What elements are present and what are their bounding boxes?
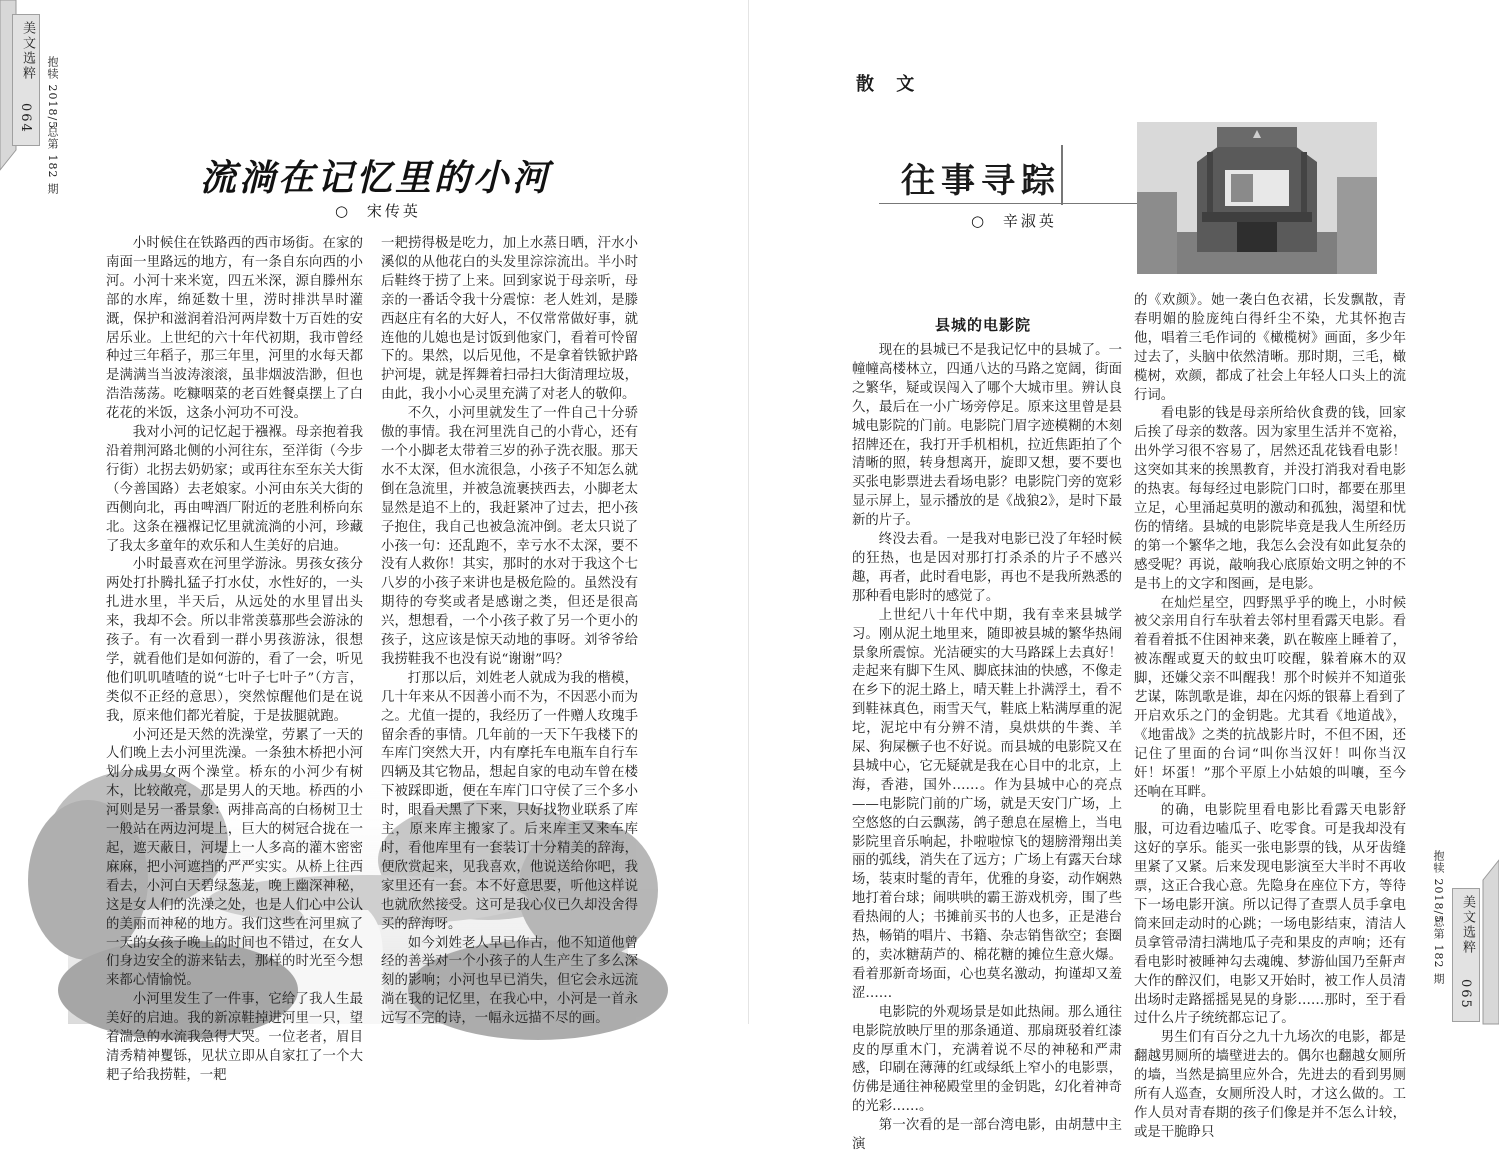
left-byline xyxy=(335,200,421,221)
right-page-number: 065 xyxy=(1458,979,1473,1010)
paragraph: 在灿烂星空，四野黑乎乎的晚上，小时候被父亲用自行车驮着去邻村里看露天电影。看着看着抵不住困神来袭，趴在鞍座上睡着了，被冻醒或夏天的蚊虫叮咬醒，躲着麻木的双脚，还嫌父亲不叫醒我！那个时候并不知道张艺谋，陈凯歌是谁，却在闪烁的银幕上看到了开启欢乐之门的金钥匙。尤其看《地道战》，《地雷战》之类的抗战影片时，不但不困，还记住了里面的台词“叫你当汉奸！叫你当汉奸！坏蛋！”那个平原上小姑娘的叫嚷，至今还响在耳畔。 xyxy=(1134,595,1406,800)
left-tab-label: 美文选粹 xyxy=(20,21,35,81)
paragraph: 打那以后，刘姓老人就成为我的楷模，几十年来从不因善小而不为，不因恶小而为之。尤值一提的，我经历了一件赠人玫瑰手留余香的事情。几年前的一天下午我楼下的车库门突然大开，内有摩托车电瓶车自行车四辆及其它物品，想起自家的电动车曾在楼下被踩即逝，便在车库门口守侯了三个多小时，眼看天黑了下来，只好找物业联系了库主，原来库主搬家了。后来库主又来车库时，看他库里有一套装订十分精美的辞海，便欣赏起来，见我喜欢，他说送给你吧，我家里还有一套。本不好意思要，听他这样说也就欣然接受。这可是我心仪已久却没舍得买的辞海呀。 xyxy=(381,670,638,932)
left-column-1 xyxy=(106,235,363,1086)
left-column-2 xyxy=(381,235,638,1029)
paragraph: 男生们有百分之九十九场次的电影，都是翻越男厕所的墙壁进去的。偶尔也翻越女厕所的墙，当然是搞里应外合，先进去的看到男厕所有人巡查，女厕所没人时，才这么做的。工作人员对青春期的孩子们像是并不怎么计较，或是干脆睁只 xyxy=(1134,1030,1406,1140)
right-column-2 xyxy=(1134,292,1406,1143)
left-page xyxy=(0,0,749,1083)
paragraph: 小河里发生了一件事，它给了我人生最美好的启迪。我的新凉鞋掉进河里一只，望着湍急的水流我急得大哭。一位老者，眉目清秀精神矍铄，见状立即从自家扛了一个大耙子给我捞鞋，一耙 xyxy=(106,992,363,1083)
paragraph: 的《欢颜》。她一袭白色衣裙，长发飘散，青春明媚的脸庞纯白得纤尘不染，尤其怀抱吉他，唱着三毛作词的《橄榄树》画面，多少年过去了，头脑中依然清晰。那时期，三毛，橄榄树，欢颜，都成了社会上年轻人口头上的流行词。 xyxy=(1134,293,1406,403)
right-byline xyxy=(971,210,1057,231)
paragraph: 如今刘姓老人早已作古，他不知道他曾经的善举对一个小孩子的人生产生了多么深刻的影响；小河也早已消失，但它会永远流淌在我的记忆里，在我心中，小河是一首永远写不完的诗，一幅永远描不尽的画。 xyxy=(381,935,638,1027)
right-author: 辛淑英 xyxy=(1002,212,1057,230)
right-page xyxy=(749,0,1499,1153)
byline-circle-mark: ○ xyxy=(335,202,352,220)
left-author: 宋传英 xyxy=(366,202,421,220)
paragraph: 看电影的钱是母亲所给伙食费的钱，回家后挨了母亲的数落。因为家里生活并不宽裕，出外学习很不容易了，居然还乱花钱看电影！这突如其来的挨黑教育，并没打消我对看电影的热衷。每每经过电影院门口时，都要在那里立足，心里涌起莫明的激动和孤独，渴望和忧伤的情绪。县城的电影院毕竟是我人生所经历的第一个繁华之地，我怎么会没有如此复杂的感受呢？再说，敲响我心底原始文明之钟的不是书上的文字和图画，是电影。 xyxy=(1134,406,1406,592)
paragraph: 小时候住在铁路西的西市场街。在家的南面一里路远的地方，有一条自东向西的小河。小河十来米宽，四五米深，源自滕州东部的水库，绵延数十里，涝时排洪旱时灌溉，保护和滋润着沿河两岸数十万百姓的安居乐业。上世纪的六十年代初期，我市曾经种过三年稻子，那三年里，河里的水每天都是满满当当波涛滚滚，虽非烟波浩渺，但也浩浩荡荡。吃糠咽菜的老百姓餐桌摆上了白花花的米饭，这条小河功不可没。 xyxy=(106,236,363,422)
paragraph: 第一次看的是一部台湾电影，由胡慧中主演 xyxy=(852,1118,1122,1153)
right-issue-total: 总第 182 期 xyxy=(1432,916,1445,985)
left-section-tab xyxy=(12,14,40,146)
left-magazine-name: 抱犊 2018/5 xyxy=(46,56,59,130)
cinema-building-photo-icon xyxy=(1137,122,1377,274)
paragraph: 上世纪八十年代中期，我有幸来县城学习。刚从泥土地里来，随即被县城的繁华热闹景象所震惊。光洁硬实的大马路踩上去真好！走起来有脚下生风、脚底抹油的快感，不像走在乡下的泥土路上，晴天鞋上扑满浮土，看不到鞋袜真色，雨雪天气，鞋底上粘满厚重的泥坨，泥坨中有分辨不清，臭烘烘的牛粪、羊屎、狗屎橛子也不好说。而县城的电影院又在县城中心，它无疑就是我在心目中的北京，上海，香港，国外……。作为县城中心的亮点——电影院门前的广场，就是天安门广场，上空悠悠的白云飘荡，鸽子憩息在屋檐上，当电影院里音乐响起，扑啦啦惊飞的翅膀滑翔出美丽的弧线，消失在了远方；广场上有露天台球场，装束时髦的青年，优雅的身姿，动作娴熟地打着台球；闹哄哄的霸王游戏机旁，围了些看热闹的人；书摊前买书的人也多，正是港台热，畅销的唱片、书籍、杂志销售欲空；套圈的，卖冰糖葫芦的、棉花糖的摊位生意火爆。看着那新奇场面，心也莫名激动，拘谨却又羞涩…… xyxy=(852,607,1122,1001)
right-column-1 xyxy=(852,342,1122,1155)
section-label: 散 文 xyxy=(856,74,923,95)
paragraph: 小时最喜欢在河里学游泳。男孩女孩分两处打扑腾扎猛子打水仗，水性好的，一头扎进水里，半天后，从远处的水里冒出头来，我却不会。所以非常羡慕那些会游泳的孩子。有一次看到一群小男孩游泳，很想学，就看他们是如何游的，看了一会，听见他们叽叽喳喳的说“七叶子七叶子”（方言，类似不正经的意思），突然惊醒他们是在说我，原来他们都光着腚，于是拔腿就跑。 xyxy=(106,557,363,724)
article-title-left: 流淌在记忆里的小河 xyxy=(200,157,552,199)
title-vertical-rule xyxy=(1061,145,1063,205)
subheading: 县城的电影院 xyxy=(935,316,1032,334)
paragraph: 终没去看。一是我对电影已没了年轻时候的狂热，也是因对那打打杀杀的片子不感兴趣，再者，此时看电影，再也不是我所熟悉的那种看电影时的感觉了。 xyxy=(852,532,1122,604)
right-tab-label: 美文选粹 xyxy=(1460,895,1475,955)
right-magazine-name: 抱犊 2018/5 xyxy=(1432,850,1445,924)
article-title-right: 往事寻踪 xyxy=(901,161,1061,201)
right-section-tab xyxy=(1452,888,1480,1022)
left-page-number: 064 xyxy=(18,103,33,134)
paragraph: 小河还是天然的洗澡堂，劳累了一天的人们晚上去小河里洗澡。一条独木桥把小河划分成男女两个澡堂。桥东的小河少有树木，比较敞亮，那是男人的天地。桥西的小河则是另一番景象：两排高高的白杨树卫士一般站在两边河堤上，巨大的树冠合拢在一起，遮天蔽日，河堤上一人多高的灌木密密麻麻，把小河遮挡的严严实实。从桥上往西看去，小河白天碧绿葱茏，晚上幽深神秘，这是女人们的洗澡之处，也是人们心中公认的美丽而神秘的地方。我们这些在河里疯了一天的女孩子晚上的时间也不错过，在女人们身边安全的游来钻去，那样的时光至今想来都心情愉悦。 xyxy=(106,727,363,989)
paragraph: 的确，电影院里看电影比看露天电影舒服，可边看边嗑瓜子、吃零食。可是我却没有这好的享乐。能买一张电影票的钱，从牙齿缝里紧了又紧。后来发现电影演至大半时不再收票，这正合我心意。先隐身在座位下方，等待下一场电影开演。所以记得了查票人员手拿电筒来回走动时的心跳；一场电影结束，清洁人员拿管帚清扫满地瓜子壳和果皮的声响；还有看电影时被睡神勾去魂魄、梦游仙国乃至鼾声大作的醉汉们，电影又开始时，被工作人员清出场时走路摇摇晃晃的身影……那时，至于看过什么片子统统都忘记了。 xyxy=(1134,803,1406,1027)
byline-circle-mark: ○ xyxy=(971,212,988,230)
title-horizontal-rule xyxy=(879,203,1139,204)
paragraph: 现在的县城已不是我记忆中的县城了。一幢幢高楼林立，四通八达的马路之宽阔，街面之繁华，疑或误闯入了哪个大城市里。辨认良久，最后在一小广场旁停足。原来这里曾是县城电影院的门前。电影院门眉字迹模糊的木刻招牌还在，我打开手机相机，拉近焦距拍了个清晰的照，转身想离开，旋即又想，要不要也买张电影票进去看场电影？电影院门旁的宽彩显示屏上，显示播放的是《战狼2》，是时下最新的片子。 xyxy=(852,343,1122,529)
paragraph: 电影院的外观场景是如此热闹。那么通往电影院放映厅里的那条通道、那扇斑驳着红漆皮的厚重木门，充满着说不尽的神秘和严肃感，印刷在薄薄的红或绿纸上窄小的电影票，仿佛是通往神秘殿堂里的金钥匙，幻化着神奇的光彩……。 xyxy=(852,1004,1122,1115)
paragraph: 我对小河的记忆起于襁褓。母亲抱着我沿着荆河路北侧的小河往东，至洋街（今步行街）北拐去奶奶家；或再往东至东关大街（今善国路）去老娘家。小河由东关大街的西侧向北，再由啤酒厂附近的老胜利桥向东北。这条在襁褓记忆里就流淌的小河，珍藏了我太多童年的欢乐和人生美好的启迪。 xyxy=(106,425,363,554)
paragraph: 一耙捞得极是吃力，加上水蒸日晒，汗水小溪似的从他花白的头发里淙淙流出。半小时后鞋终于捞了上来。回到家说于母亲听，母亲的一番话令我十分震惊：老人姓刘，是滕西赵庄有名的大好人，不仅常常做好事，就连他的儿媳也是讨饭到他家门，看着可怜留下的。果然，以后见他，不是拿着铁锨护路护河堤，就是挥舞着扫帚扫大街清理垃圾，由此，我小小心灵里充满了对老人的敬仰。 xyxy=(381,236,638,403)
paragraph: 不久，小河里就发生了一件自己十分骄傲的事情。我在河里洗自己的小背心，还有一个小脚老太带着三岁的孙子洗衣服。那天水不太深，但水流很急，小孩子不知怎么就倒在急流里，并被急流裹挟西去，小脚老太显然是追不上的，我赶紧冲了过去，把小孩子抱住，我自己也被急流冲倒。老太只说了小孩一句：还乱跑不，幸亏水不太深，要不没有人救你！其实，那时的水对于我这个七八岁的小孩子来讲也是极危险的。虽然没有期待的夸奖或者是感谢之类，但还是很高兴，想想看，一个小孩子救了另一个更小的孩子，这应该是惊天动地的事呀。刘爷爷给我捞鞋我不也没有说“谢谢”吗？ xyxy=(381,406,638,667)
left-issue-total: 总第 182 期 xyxy=(46,126,59,195)
right-corner-fold xyxy=(1481,860,1499,1024)
